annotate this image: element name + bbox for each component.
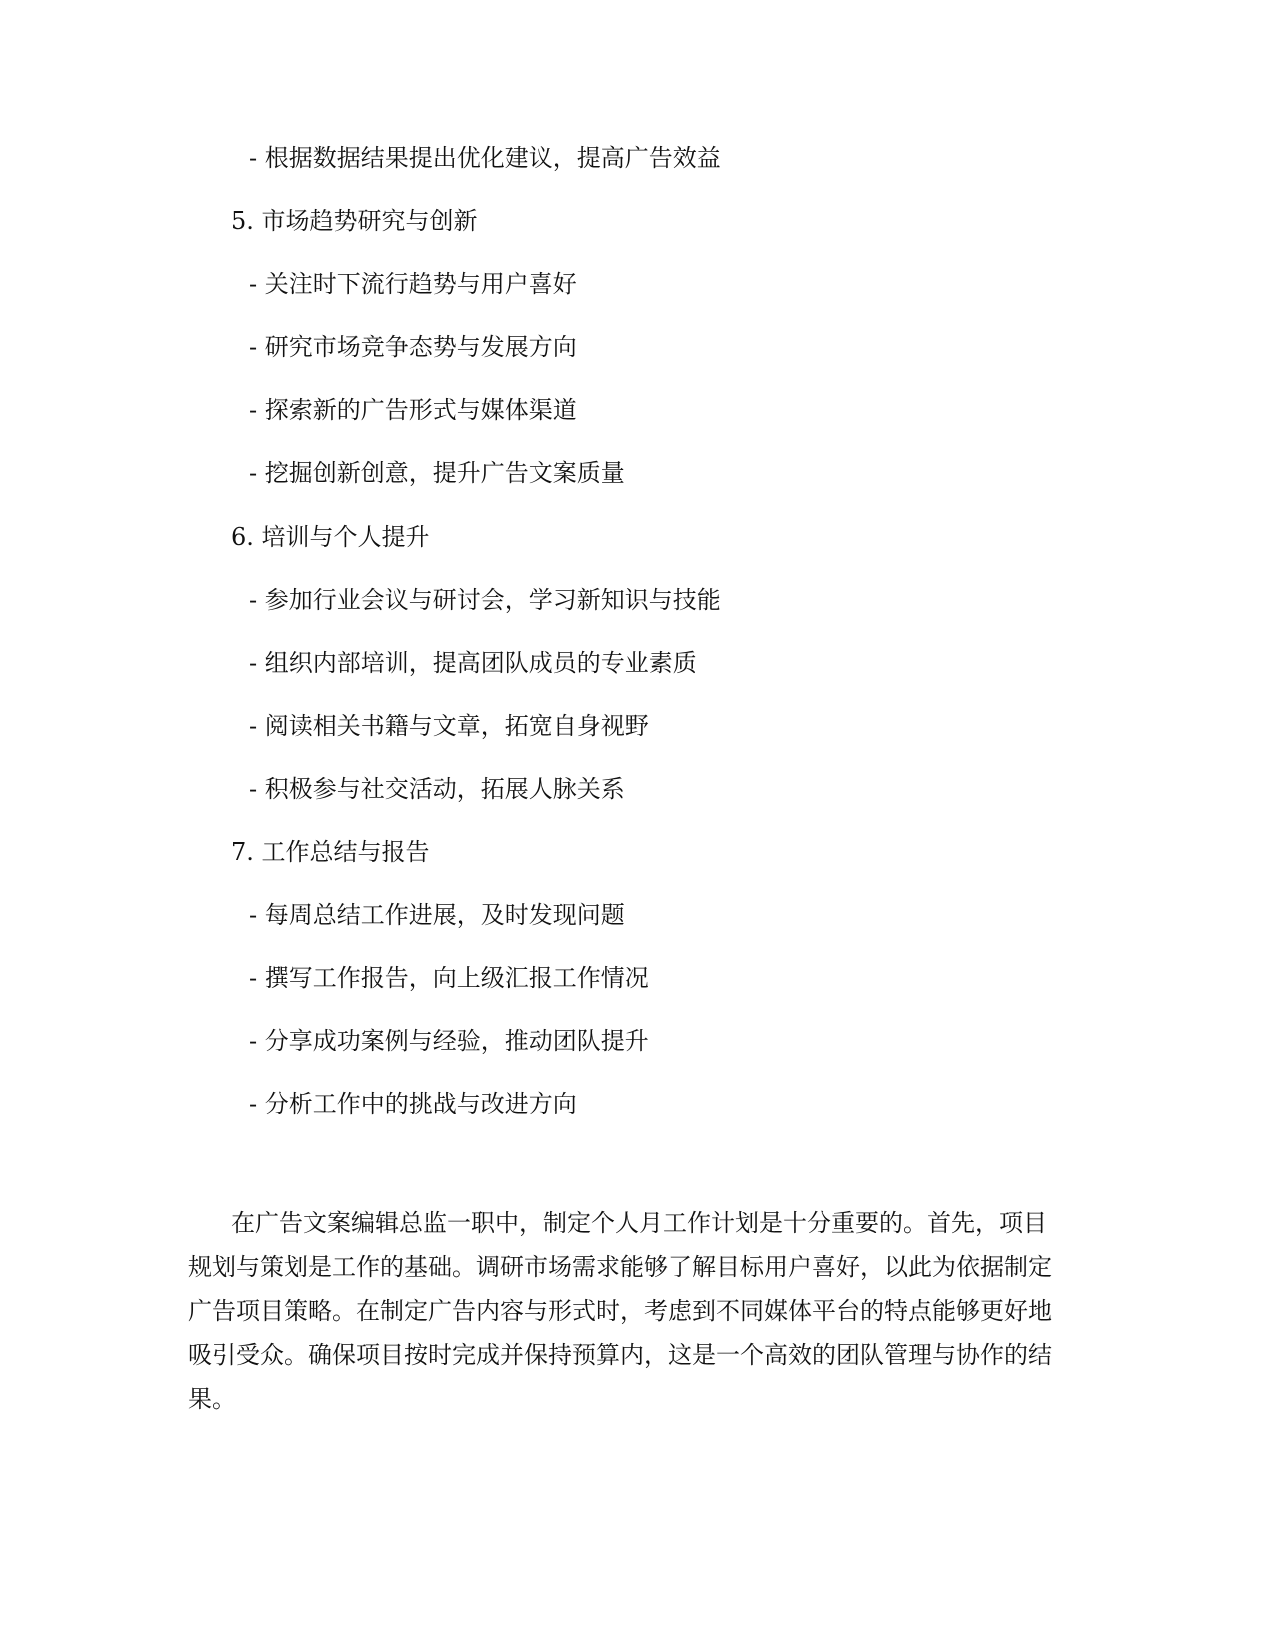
list-item: - 组织内部培训，提高团队成员的专业素质 [249, 649, 697, 677]
list-item: - 探索新的广告形式与媒体渠道 [249, 396, 577, 424]
list-item: - 根据数据结果提出优化建议，提高广告效益 [249, 144, 721, 172]
list-item: - 挖掘创新创意，提升广告文案质量 [249, 459, 625, 487]
list-item: - 阅读相关书籍与文章，拓宽自身视野 [249, 712, 649, 740]
paragraph-line: 规划与策划是工作的基础。调研市场需求能够了解目标用户喜好，以此为依据制定 [188, 1253, 1052, 1281]
list-item: - 关注时下流行趋势与用户喜好 [249, 270, 577, 298]
section-heading: 5. 市场趋势研究与创新 [231, 207, 478, 235]
list-item: - 分享成功案例与经验，推动团队提升 [249, 1027, 649, 1055]
list-item: - 参加行业会议与研讨会，学习新知识与技能 [249, 586, 721, 614]
paragraph-line: 广告项目策略。在制定广告内容与形式时，考虑到不同媒体平台的特点能够更好地 [188, 1297, 1052, 1325]
list-item: - 研究市场竞争态势与发展方向 [249, 333, 577, 361]
paragraph-line: 果。 [188, 1385, 236, 1413]
paragraph-line: 在广告文案编辑总监一职中，制定个人月工作计划是十分重要的。首先，项目 [231, 1209, 1047, 1237]
summary-paragraph [188, 1201, 1088, 1421]
paragraph-line: 吸引受众。确保项目按时完成并保持预算内，这是一个高效的团队管理与协作的结 [188, 1341, 1052, 1369]
list-item: - 分析工作中的挑战与改进方向 [249, 1090, 577, 1118]
list-item: - 积极参与社交活动，拓展人脉关系 [249, 775, 625, 803]
list-item: - 每周总结工作进展，及时发现问题 [249, 901, 625, 929]
section-heading: 6. 培训与个人提升 [231, 523, 430, 551]
list-item: - 撰写工作报告，向上级汇报工作情况 [249, 964, 649, 992]
section-heading: 7. 工作总结与报告 [231, 838, 430, 866]
